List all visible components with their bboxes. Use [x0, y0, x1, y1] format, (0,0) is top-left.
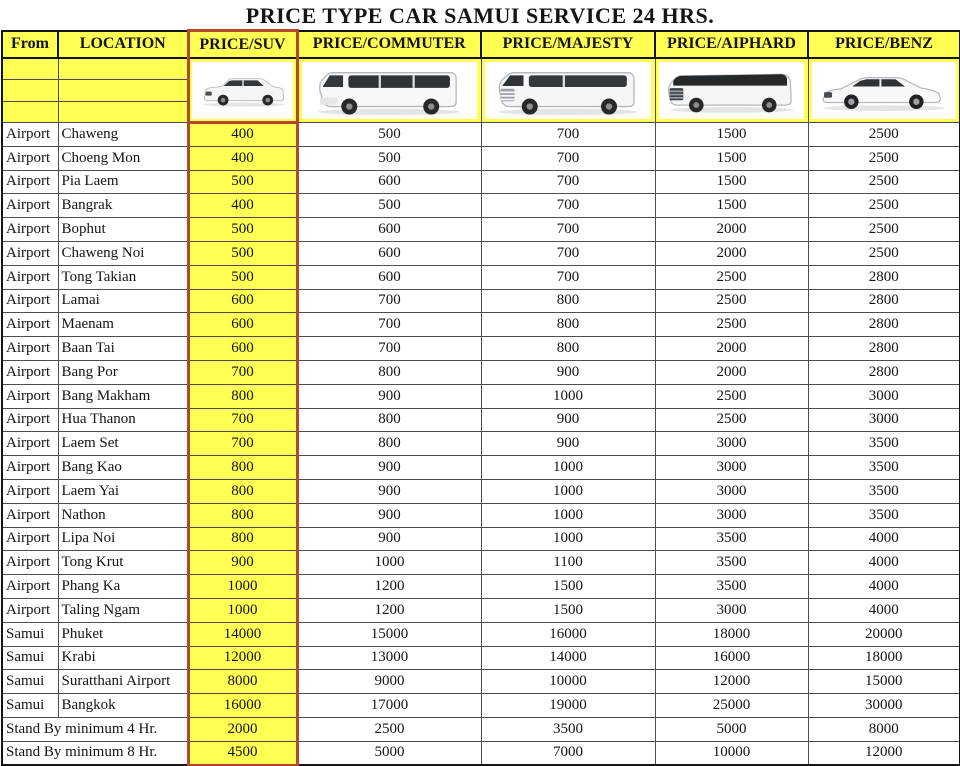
majesty-price-cell: 1100 — [481, 551, 655, 575]
benz-price-cell: 30000 — [808, 694, 960, 718]
commuter-price-cell: 900 — [297, 456, 481, 480]
col-header-price-aiphard: PRICE/AIPHARD — [655, 31, 808, 59]
benz-price-cell: 2500 — [808, 194, 960, 218]
price-rows — [2, 123, 960, 766]
suv-price-cell: 500 — [188, 170, 297, 194]
commuter-price-cell: 1000 — [297, 551, 481, 575]
location-cell: Krabi — [58, 646, 188, 670]
commuter-price-cell: 2500 — [297, 717, 481, 741]
benz-price-cell: 2800 — [808, 289, 960, 313]
majesty-price-cell: 1000 — [481, 384, 655, 408]
suv-price-cell: 400 — [188, 146, 297, 170]
suv-price-cell: 500 — [188, 218, 297, 242]
commuter-price-cell: 600 — [297, 170, 481, 194]
suv-price-cell: 12000 — [188, 646, 297, 670]
car-image-row — [2, 58, 960, 123]
aiphard-price-cell: 3500 — [655, 575, 808, 599]
aiphard-price-cell: 5000 — [655, 717, 808, 741]
majesty-price-cell: 700 — [481, 146, 655, 170]
suv-price-cell: 1000 — [188, 598, 297, 622]
benz-price-cell: 3000 — [808, 384, 960, 408]
header-row — [2, 31, 960, 59]
price-row — [2, 575, 960, 599]
suv-price-cell: 2000 — [188, 717, 297, 741]
price-row — [2, 432, 960, 456]
commuter-price-cell: 600 — [297, 218, 481, 242]
benz-price-cell: 2500 — [808, 123, 960, 147]
benz-price-cell: 4000 — [808, 551, 960, 575]
commuter-price-cell: 700 — [297, 313, 481, 337]
aiphard-price-cell: 3000 — [655, 432, 808, 456]
location-cell: Taling Ngam — [58, 598, 188, 622]
commuter-price-cell: 500 — [297, 123, 481, 147]
location-cell: Nathon — [58, 503, 188, 527]
benz-price-cell: 2800 — [808, 360, 960, 384]
benz-price-cell: 20000 — [808, 622, 960, 646]
majesty-van-icon — [485, 62, 651, 119]
majesty-price-cell: 19000 — [481, 694, 655, 718]
location-cell: Lipa Noi — [58, 527, 188, 551]
from-cell: Airport — [2, 313, 58, 337]
majesty-price-cell: 700 — [481, 265, 655, 289]
benz-price-cell: 3500 — [808, 479, 960, 503]
benz-price-cell: 2500 — [808, 170, 960, 194]
commuter-price-cell: 17000 — [297, 694, 481, 718]
aiphard-photo-cell — [655, 58, 808, 123]
from-cell: Samui — [2, 646, 58, 670]
majesty-price-cell: 1000 — [481, 527, 655, 551]
location-cell: Choeng Mon — [58, 146, 188, 170]
price-row — [2, 123, 960, 147]
suv-price-cell: 1000 — [188, 575, 297, 599]
majesty-price-cell: 1000 — [481, 479, 655, 503]
from-cell: Airport — [2, 218, 58, 242]
majesty-price-cell: 1500 — [481, 598, 655, 622]
from-cell: Airport — [2, 551, 58, 575]
from-cell: Airport — [2, 194, 58, 218]
majesty-price-cell: 700 — [481, 170, 655, 194]
aiphard-price-cell: 2500 — [655, 408, 808, 432]
from-cell: Airport — [2, 170, 58, 194]
aiphard-price-cell: 3500 — [655, 527, 808, 551]
price-row — [2, 646, 960, 670]
benz-photo-cell — [808, 58, 960, 123]
aiphard-price-cell: 2000 — [655, 360, 808, 384]
from-cell: Airport — [2, 408, 58, 432]
benz-price-cell: 18000 — [808, 646, 960, 670]
empty-location-cells — [58, 58, 188, 123]
suv-price-cell: 600 — [188, 313, 297, 337]
from-cell: Airport — [2, 360, 58, 384]
suv-price-cell: 700 — [188, 432, 297, 456]
col-header-price-commuter: PRICE/COMMUTER — [297, 31, 481, 59]
aiphard-price-cell: 2500 — [655, 313, 808, 337]
benz-price-cell: 2800 — [808, 337, 960, 361]
suv-price-cell: 600 — [188, 289, 297, 313]
aiphard-price-cell: 3000 — [655, 503, 808, 527]
suv-price-cell: 800 — [188, 479, 297, 503]
commuter-price-cell: 9000 — [297, 670, 481, 694]
benz-price-cell: 2500 — [808, 146, 960, 170]
location-cell: Phang Ka — [58, 575, 188, 599]
from-cell: Airport — [2, 456, 58, 480]
commuter-price-cell: 800 — [297, 360, 481, 384]
benz-price-cell: 3000 — [808, 408, 960, 432]
location-cell: Bangkok — [58, 694, 188, 718]
benz-price-cell: 2500 — [808, 241, 960, 265]
aiphard-price-cell: 1500 — [655, 170, 808, 194]
majesty-price-cell: 3500 — [481, 717, 655, 741]
majesty-price-cell: 700 — [481, 123, 655, 147]
benz-sedan-icon — [812, 62, 956, 119]
benz-price-cell: 4000 — [808, 527, 960, 551]
aiphard-price-cell: 1500 — [655, 123, 808, 147]
commuter-price-cell: 500 — [297, 194, 481, 218]
benz-price-cell: 15000 — [808, 670, 960, 694]
price-row — [2, 456, 960, 480]
suv-price-cell: 800 — [188, 456, 297, 480]
location-cell: Hua Thanon — [58, 408, 188, 432]
suv-price-cell: 600 — [188, 337, 297, 361]
majesty-price-cell: 900 — [481, 360, 655, 384]
standby-label-cell: Stand By minimum 4 Hr. — [2, 717, 188, 741]
price-row — [2, 360, 960, 384]
from-cell: Airport — [2, 265, 58, 289]
aiphard-price-cell: 3000 — [655, 598, 808, 622]
suv-price-cell: 800 — [188, 527, 297, 551]
from-cell: Airport — [2, 575, 58, 599]
commuter-price-cell: 800 — [297, 408, 481, 432]
price-row — [2, 384, 960, 408]
suv-price-cell: 400 — [188, 194, 297, 218]
majesty-price-cell: 14000 — [481, 646, 655, 670]
from-cell: Airport — [2, 146, 58, 170]
price-row — [2, 218, 960, 242]
col-header-price-majesty: PRICE/MAJESTY — [481, 31, 655, 59]
location-cell: Bang Por — [58, 360, 188, 384]
majesty-price-cell: 7000 — [481, 741, 655, 765]
aiphard-price-cell: 2000 — [655, 337, 808, 361]
aiphard-price-cell: 16000 — [655, 646, 808, 670]
suv-price-cell: 400 — [188, 123, 297, 147]
aiphard-price-cell: 3000 — [655, 479, 808, 503]
from-cell: Airport — [2, 432, 58, 456]
aiphard-price-cell: 12000 — [655, 670, 808, 694]
from-cell: Samui — [2, 622, 58, 646]
from-cell: Airport — [2, 527, 58, 551]
commuter-price-cell: 600 — [297, 241, 481, 265]
location-cell: Suratthani Airport — [58, 670, 188, 694]
commuter-price-cell: 900 — [297, 503, 481, 527]
from-cell: Airport — [2, 337, 58, 361]
suv-price-cell: 14000 — [188, 622, 297, 646]
price-table — [1, 29, 960, 766]
aiphard-price-cell: 10000 — [655, 741, 808, 765]
col-header-from: From — [2, 31, 58, 59]
benz-price-cell: 3500 — [808, 503, 960, 527]
majesty-price-cell: 800 — [481, 289, 655, 313]
from-cell: Airport — [2, 289, 58, 313]
benz-price-cell: 4000 — [808, 598, 960, 622]
aiphard-price-cell: 2000 — [655, 241, 808, 265]
location-cell: Maenam — [58, 313, 188, 337]
location-cell: Baan Tai — [58, 337, 188, 361]
aiphard-price-cell: 2500 — [655, 289, 808, 313]
from-cell: Airport — [2, 384, 58, 408]
commuter-price-cell: 5000 — [297, 741, 481, 765]
empty-from-cells — [2, 58, 58, 123]
benz-price-cell: 3500 — [808, 456, 960, 480]
col-header-price-benz: PRICE/BENZ — [808, 31, 960, 59]
commuter-price-cell: 1200 — [297, 598, 481, 622]
suv-price-cell: 900 — [188, 551, 297, 575]
location-cell: Phuket — [58, 622, 188, 646]
location-cell: Chaweng Noi — [58, 241, 188, 265]
commuter-price-cell: 900 — [297, 479, 481, 503]
price-row — [2, 551, 960, 575]
price-row — [2, 622, 960, 646]
aiphard-price-cell: 1500 — [655, 146, 808, 170]
page-title: PRICE TYPE CAR SAMUI SERVICE 24 HRS. — [245, 3, 715, 28]
majesty-price-cell: 16000 — [481, 622, 655, 646]
majesty-price-cell: 700 — [481, 218, 655, 242]
commuter-price-cell: 15000 — [297, 622, 481, 646]
price-row — [2, 146, 960, 170]
location-cell: Bophut — [58, 218, 188, 242]
price-row — [2, 241, 960, 265]
from-cell: Airport — [2, 479, 58, 503]
price-row — [2, 337, 960, 361]
from-cell: Airport — [2, 503, 58, 527]
price-row — [2, 670, 960, 694]
benz-price-cell: 2500 — [808, 218, 960, 242]
benz-price-cell: 8000 — [808, 717, 960, 741]
suv-price-cell: 700 — [188, 408, 297, 432]
from-cell: Airport — [2, 598, 58, 622]
from-cell: Samui — [2, 694, 58, 718]
price-row — [2, 265, 960, 289]
commuter-price-cell: 700 — [297, 289, 481, 313]
benz-price-cell: 2800 — [808, 265, 960, 289]
location-cell: Bang Kao — [58, 456, 188, 480]
location-cell: Tong Krut — [58, 551, 188, 575]
price-row — [2, 313, 960, 337]
standby-label-cell: Stand By minimum 8 Hr. — [2, 741, 188, 765]
location-cell: Tong Takian — [58, 265, 188, 289]
alphard-van-icon — [659, 62, 805, 119]
majesty-price-cell: 10000 — [481, 670, 655, 694]
majesty-price-cell: 900 — [481, 408, 655, 432]
price-row — [2, 194, 960, 218]
commuter-price-cell: 1200 — [297, 575, 481, 599]
aiphard-price-cell: 2500 — [655, 265, 808, 289]
price-row — [2, 598, 960, 622]
price-row — [2, 503, 960, 527]
commuter-price-cell: 900 — [297, 384, 481, 408]
from-cell: Airport — [2, 241, 58, 265]
aiphard-price-cell: 2500 — [655, 384, 808, 408]
benz-price-cell: 2800 — [808, 313, 960, 337]
benz-price-cell: 3500 — [808, 432, 960, 456]
suv-price-cell: 500 — [188, 241, 297, 265]
suv-price-cell: 800 — [188, 503, 297, 527]
location-cell: Bangrak — [58, 194, 188, 218]
commuter-price-cell: 700 — [297, 337, 481, 361]
commuter-price-cell: 800 — [297, 432, 481, 456]
price-row — [2, 408, 960, 432]
majesty-price-cell: 700 — [481, 241, 655, 265]
majesty-price-cell: 900 — [481, 432, 655, 456]
location-cell: Bang Makham — [58, 384, 188, 408]
price-row — [2, 289, 960, 313]
suv-price-cell: 4500 — [188, 741, 297, 765]
price-row — [2, 479, 960, 503]
suv-price-cell: 700 — [188, 360, 297, 384]
location-cell: Laem Yai — [58, 479, 188, 503]
aiphard-price-cell: 2000 — [655, 218, 808, 242]
majesty-price-cell: 1000 — [481, 456, 655, 480]
commuter-price-cell: 13000 — [297, 646, 481, 670]
standby-row — [2, 717, 960, 741]
majesty-price-cell: 1000 — [481, 503, 655, 527]
location-cell: Laem Set — [58, 432, 188, 456]
suv-price-cell: 800 — [188, 384, 297, 408]
suv-photo-cell — [188, 58, 297, 123]
commuter-price-cell: 600 — [297, 265, 481, 289]
from-cell: Airport — [2, 123, 58, 147]
majesty-photo-cell — [481, 58, 655, 123]
location-cell: Lamai — [58, 289, 188, 313]
benz-price-cell: 12000 — [808, 741, 960, 765]
majesty-price-cell: 1500 — [481, 575, 655, 599]
suv-car-icon — [192, 62, 294, 119]
benz-price-cell: 4000 — [808, 575, 960, 599]
majesty-price-cell: 700 — [481, 194, 655, 218]
majesty-price-cell: 800 — [481, 337, 655, 361]
suv-price-cell: 500 — [188, 265, 297, 289]
commuter-price-cell: 500 — [297, 146, 481, 170]
aiphard-price-cell: 18000 — [655, 622, 808, 646]
standby-row — [2, 741, 960, 765]
commuter-price-cell: 900 — [297, 527, 481, 551]
commuter-van-icon — [302, 62, 477, 119]
commuter-photo-cell — [297, 58, 481, 123]
price-row — [2, 527, 960, 551]
aiphard-price-cell: 3000 — [655, 456, 808, 480]
col-header-location: LOCATION — [58, 31, 188, 59]
suv-price-cell: 16000 — [188, 694, 297, 718]
majesty-price-cell: 800 — [481, 313, 655, 337]
price-row — [2, 170, 960, 194]
aiphard-price-cell: 3500 — [655, 551, 808, 575]
location-cell: Chaweng — [58, 123, 188, 147]
aiphard-price-cell: 1500 — [655, 194, 808, 218]
col-header-price-suv: PRICE/SUV — [188, 31, 297, 59]
suv-price-cell: 8000 — [188, 670, 297, 694]
price-row — [2, 694, 960, 718]
aiphard-price-cell: 25000 — [655, 694, 808, 718]
from-cell: Samui — [2, 670, 58, 694]
location-cell: Pia Laem — [58, 170, 188, 194]
